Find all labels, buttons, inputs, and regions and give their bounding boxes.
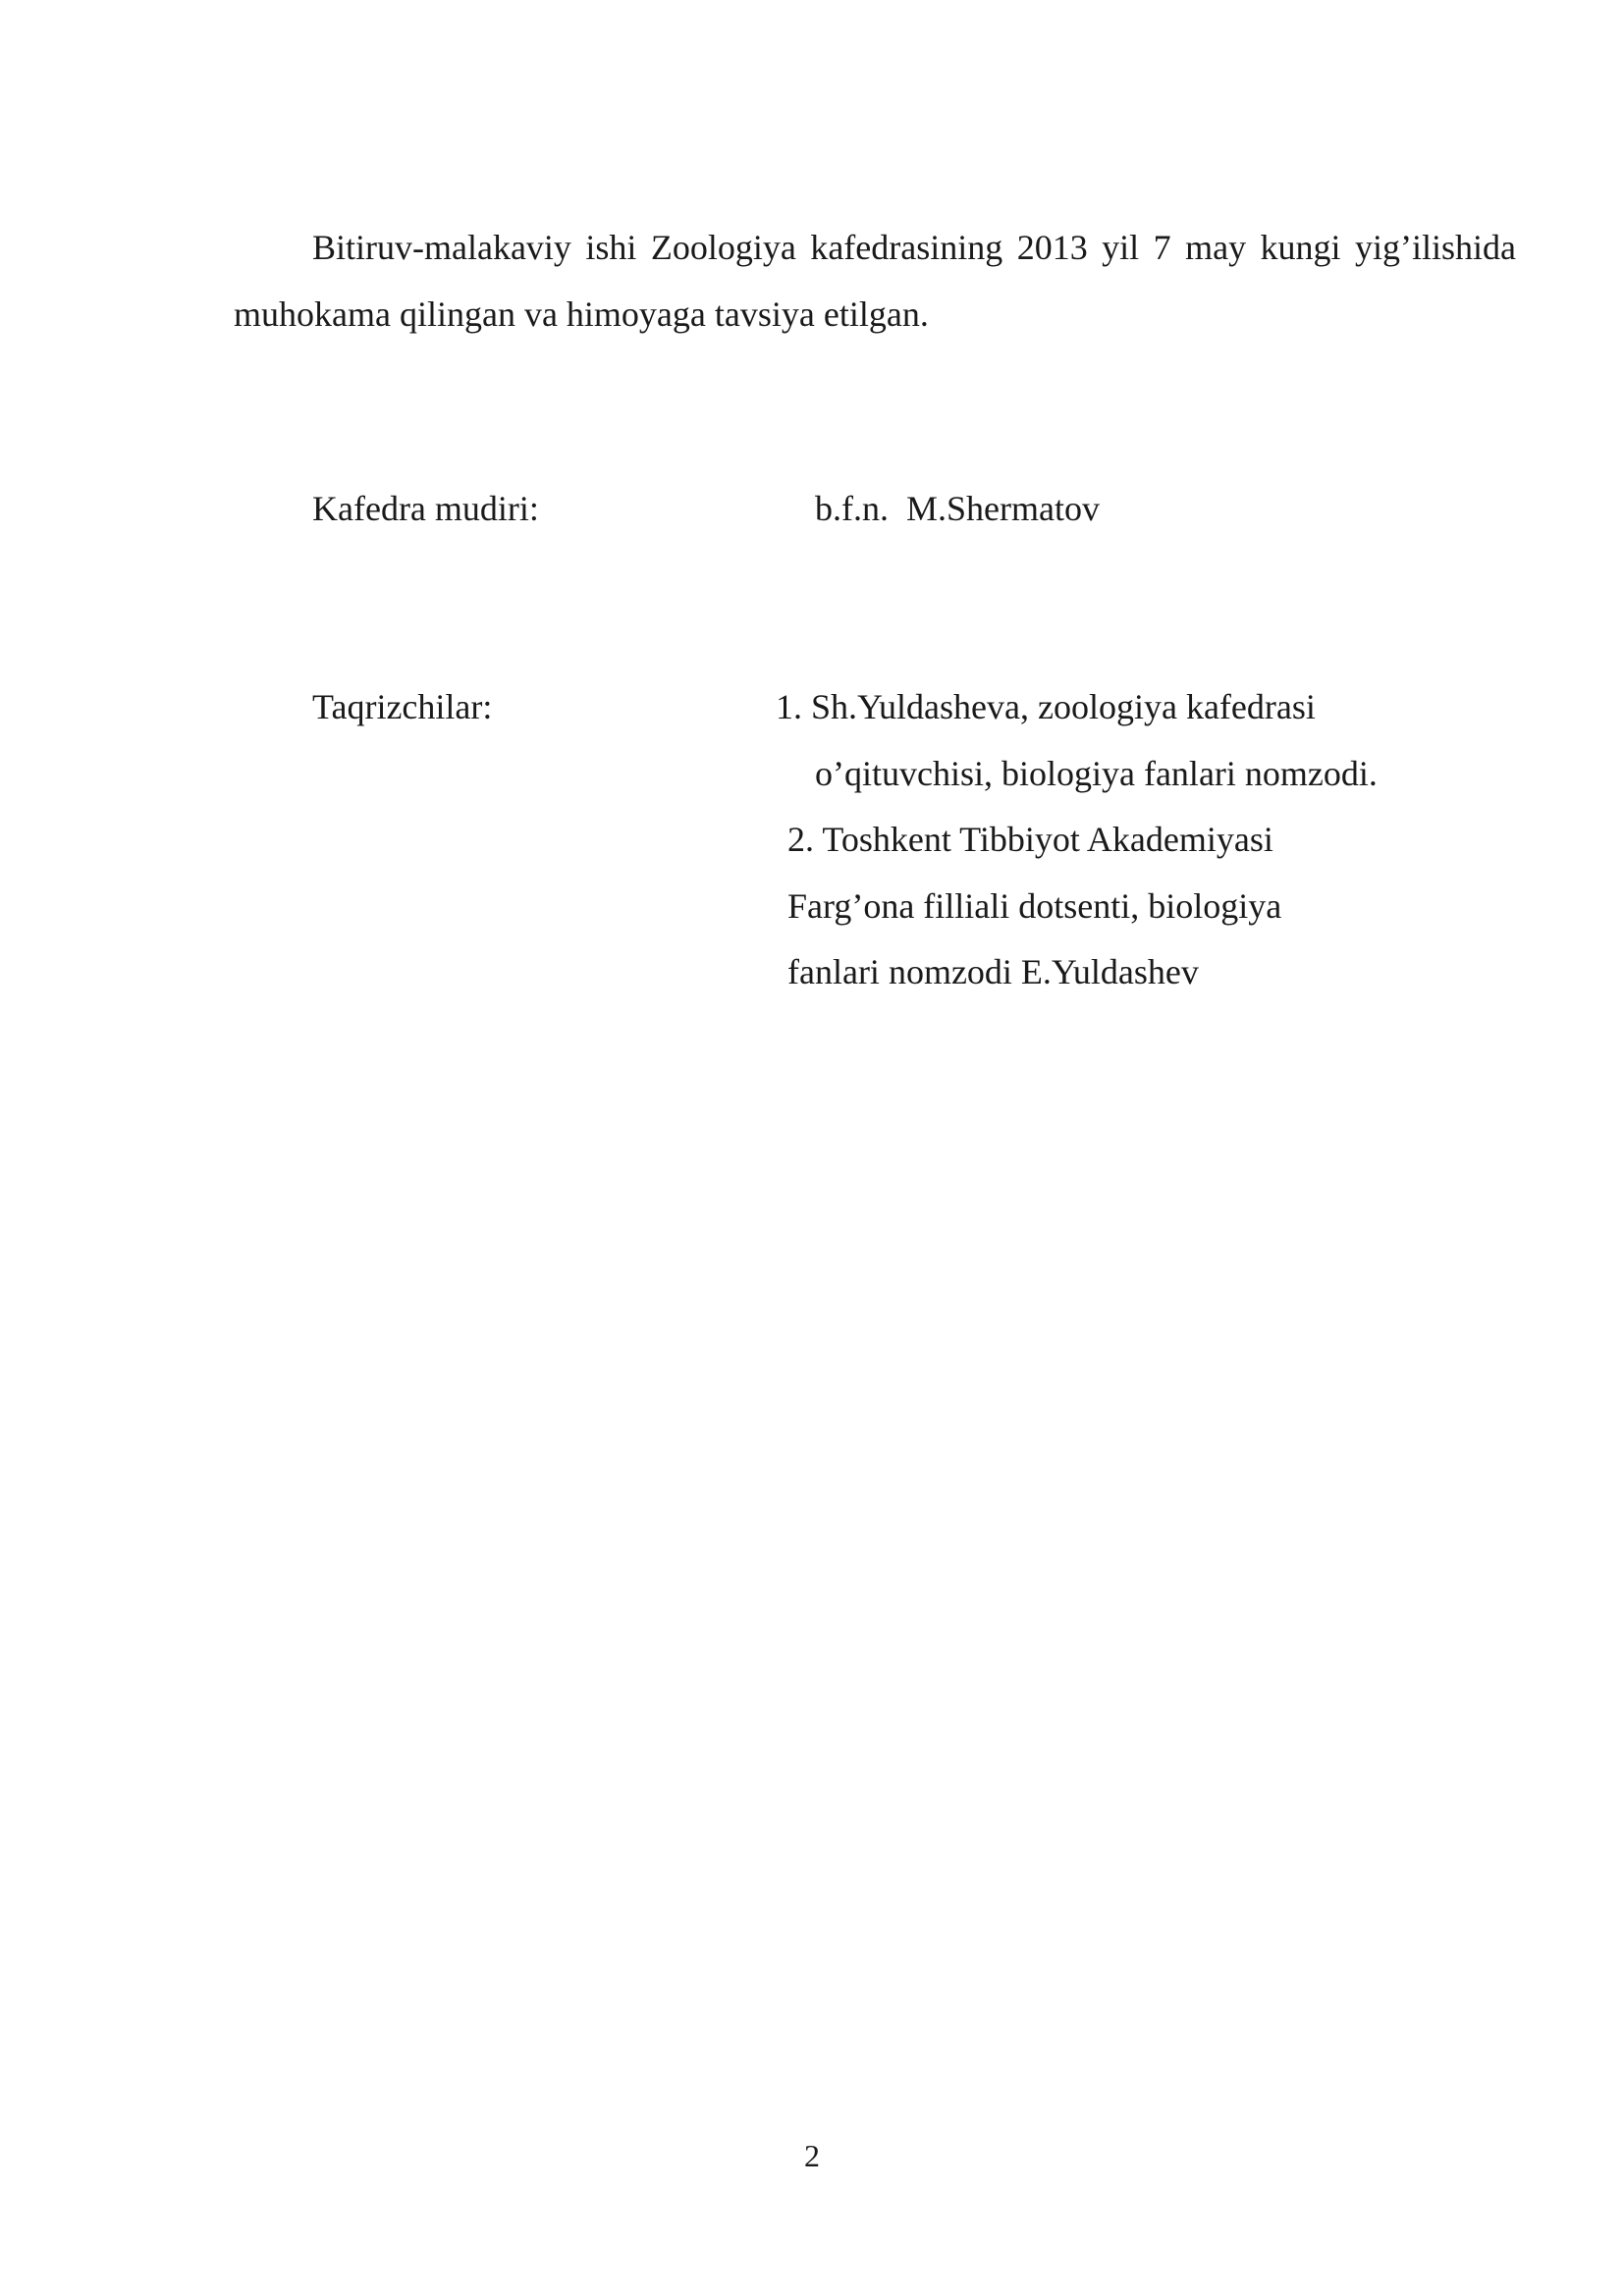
reviewer-line: 2. Toshkent Tibbiyot Akademiyasi bbox=[787, 820, 1273, 859]
reviewer-line: 1. Sh.Yuldasheva, zoologiya kafedrasi bbox=[776, 687, 1316, 726]
head-of-department-label: Kafedra mudiri: bbox=[312, 489, 539, 528]
head-of-department-name: b.f.n. M.Shermatov bbox=[815, 489, 1100, 528]
reviewer-line: Farg’ona filliali dotsenti, biologiya bbox=[787, 886, 1282, 926]
approval-paragraph: Bitiruv-malakaviy ishi Zoologiya kafedrasining 2013 yil 7 may kungi yig’ilishida muhokama qilingan va himoyaga tavsiya etilgan. bbox=[234, 228, 1516, 334]
reviewer-line: fanlari nomzodi E.Yuldashev bbox=[787, 952, 1199, 991]
reviewers-label: Taqrizchilar: bbox=[312, 687, 493, 726]
page-number: 2 bbox=[804, 2138, 820, 2173]
reviewer-line: o’qituvchisi, biologiya fanlari nomzodi. bbox=[815, 754, 1378, 793]
